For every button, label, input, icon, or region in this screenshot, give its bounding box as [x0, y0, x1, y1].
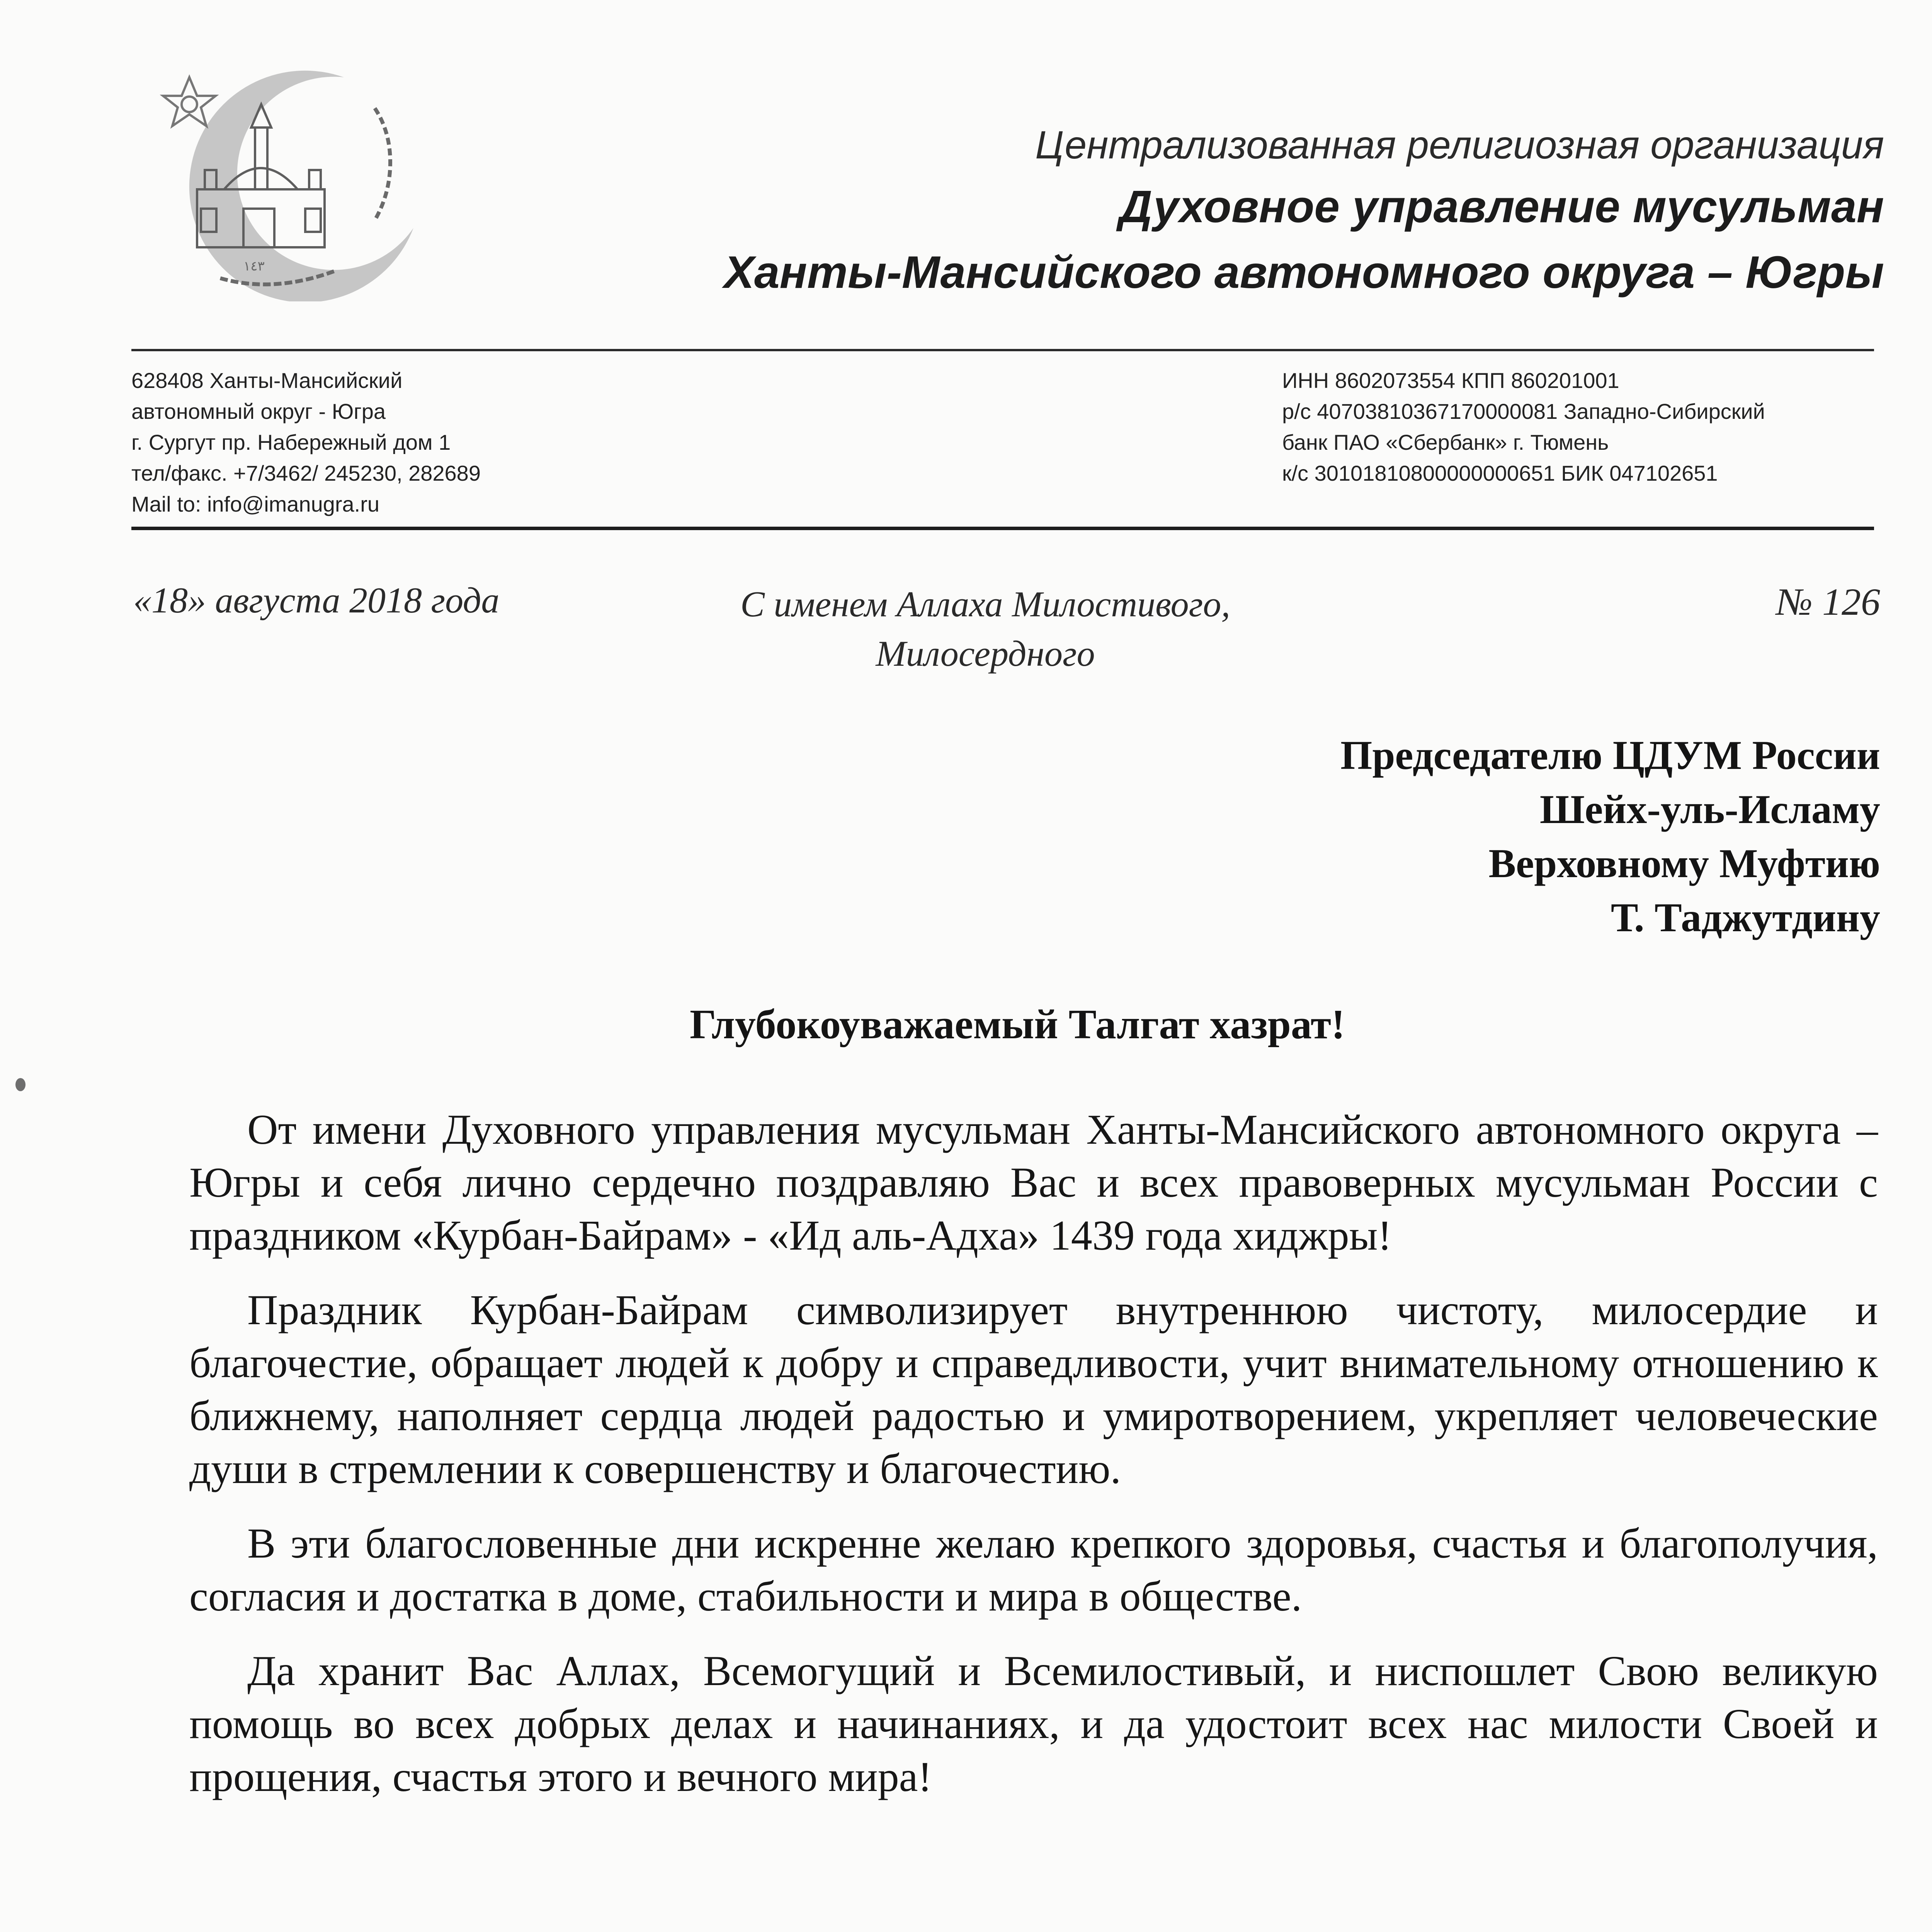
document-number: № 126	[1776, 580, 1880, 623]
body-paragraph: От имени Духовного управления мусульман Ханты-Мансийского автономного округа – Югры и себя лично сердечно поздравляю Вас и всех правоверных мусульман России с праздником «Курбан-Байрам» - «Ид аль-Адха» 1439 года хиджры!	[189, 1106, 1878, 1259]
addressee-line: Шейх-уль-Исламу	[1539, 787, 1880, 832]
organization-type: Централизованная религиозная организация	[1035, 123, 1884, 167]
addressee-line: Председателю ЦДУМ России	[1340, 733, 1880, 778]
contact-details	[131, 365, 481, 520]
header-divider-bottom	[131, 527, 1874, 530]
addressee-line: Верховному Муфтию	[1488, 841, 1880, 886]
correspondent-account-line: к/с 30101810800000000651 БИК 047102651	[1282, 461, 1718, 485]
address-line: 628408 Ханты-Мансийский	[131, 368, 403, 393]
organization-region: Ханты-Мансийского автономного округа – Югры	[724, 247, 1884, 298]
organization-logo	[128, 62, 429, 301]
salutation: Глубокоуважаемый Талгат хазрат!	[689, 1002, 1345, 1048]
addressee-line: Т. Таджутдину	[1611, 895, 1880, 940]
body-paragraph: Да хранит Вас Аллах, Всемогущий и Всемилостивый, и ниспошлет Свою великую помощь во всех добрых делах и начинаниях, и да удостоит всех нас милости Своей и прощения, счастья этого и вечного мира!	[189, 1647, 1878, 1800]
svg-text:١٤٣: ١٤٣	[243, 259, 265, 274]
invocation	[688, 580, 1283, 679]
organization-name: Духовное управление мусульман	[1119, 181, 1884, 232]
invocation-line: С именем Аллаха Милостивого,	[740, 584, 1230, 624]
body-paragraph: Праздник Курбан-Байрам символизирует внутреннюю чистоту, милосердие и благочестие, обращает людей к добру и справедливости, учит внимательному отношению к ближнему, наполняет сердца людей радостью и умиротворением, укрепляет человеческие души в стремлении к совершенству и благочестию.	[189, 1286, 1878, 1492]
bank-name-line: банк ПАО «Сбербанк» г. Тюмень	[1282, 430, 1609, 454]
addressee-block	[1340, 728, 1880, 945]
crescent-emblem	[189, 71, 413, 301]
tax-id-line: ИНН 8602073554 КПП 860201001	[1282, 368, 1619, 393]
email-line: Mail to: info@imanugra.ru	[131, 492, 380, 516]
address-line: автономный округ - Югра	[131, 399, 386, 423]
letter-date: «18» августа 2018 года	[133, 580, 500, 621]
address-line: г. Сургут пр. Набережный дом 1	[131, 430, 451, 454]
phone-line: тел/факс. +7/3462/ 245230, 282689	[131, 461, 481, 485]
star-icon	[163, 77, 216, 126]
invocation-line: Милосердного	[876, 634, 1095, 674]
scan-speck	[15, 1078, 26, 1091]
organization-header	[724, 116, 1884, 305]
header-divider-top	[131, 349, 1874, 351]
account-line: р/с 40703810367170000081 Западно-Сибирский	[1282, 399, 1765, 423]
letter-body	[189, 1103, 1878, 1825]
body-paragraph: В эти благословенные дни искренне желаю крепкого здоровья, счастья и благополучия, согласия и достатка в доме, стабильности и мира в обществе.	[189, 1520, 1878, 1620]
bank-details	[1282, 365, 1765, 489]
